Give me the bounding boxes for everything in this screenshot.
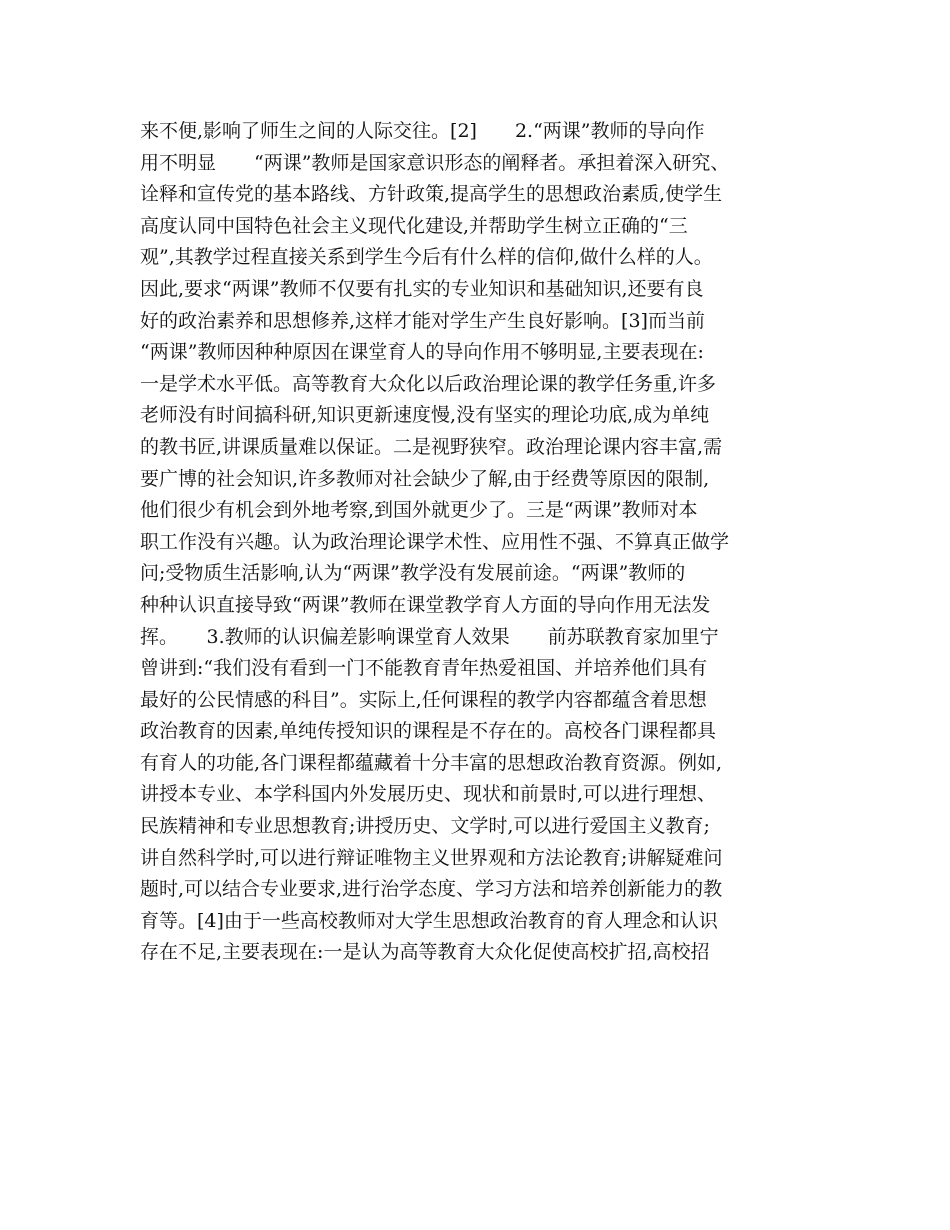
text-line: 诠释和宣传党的基本路线、方针政策,提高学生的思想政治素质,使学生 xyxy=(140,183,723,206)
text-line: 民族精神和专业思想教育;讲授历史、文学时,可以进行爱国主义教育; xyxy=(140,815,710,838)
text-line: 存在不足,主要表现在:一是认为高等教育大众化促使高校扩招,高校招 xyxy=(140,941,710,964)
text-line: 讲授本专业、本学科国内外发展历史、现状和前景时,可以进行理想、 xyxy=(140,783,717,806)
text-line: 他们很少有机会到外地考察,到国外就更少了。三是“两课”教师对本 xyxy=(140,499,698,522)
text-line: 种种认识直接导致“两课”教师在课堂教学育人方面的导向作用无法发 xyxy=(140,593,711,616)
text-line: 曾讲到:“我们没有看到一门不能教育青年热爱祖国、并培养他们具有 xyxy=(140,657,708,680)
text-line: 题时,可以结合专业要求,进行治学态度、学习方法和培养创新能力的教 xyxy=(140,878,723,901)
text-line: 高度认同中国特色社会主义现代化建设,并帮助学生树立正确的“三 xyxy=(140,214,688,237)
text-line: 老师没有时间搞科研,知识更新速度慢,没有坚实的理论功底,成为单纯 xyxy=(140,404,710,427)
text-line: 来不便,影响了师生之间的人际交往。[2] 2.“两课”教师的导向作 xyxy=(140,120,705,142)
text-line: 因此,要求“两课”教师不仅要有扎实的专业知识和基础知识,还要有良 xyxy=(140,277,704,300)
text-line: 的教书匠,讲课质量难以保证。二是视野狭窄。政治理论课内容丰富,需 xyxy=(140,435,723,458)
text-line: 好的政治素养和思想修养,这样才能对学生产生良好影响。[3]而当前 xyxy=(140,309,705,332)
text-line: 问;受物质生活影响,认为“两课”教学没有发展前途。“两课”教师的 xyxy=(140,562,686,585)
text-line: 最好的公民情感的科目”。实际上,任何课程的教学内容都蕴含着思想 xyxy=(140,688,707,711)
text-line: 职工作没有兴趣。认为政治理论课学术性、应用性不强、不算真正做学 xyxy=(140,530,730,553)
text-line: 要广博的社会知识,许多教师对社会缺少了解,由于经费等原因的限制, xyxy=(140,467,710,490)
text-line: 用不明显 “两课”教师是国家意识形态的阐释者。承担着深入研究、 xyxy=(140,151,730,174)
text-line: 挥。 3.教师的认识偏差影响课堂育人效果 前苏联教育家加里宁 xyxy=(140,625,719,648)
text-line: “两课”教师因种种原因在课堂育人的导向作用不够明显,主要表现在: xyxy=(140,341,704,364)
text-line: 有育人的功能,各门课程都蕴藏着十分丰富的思想政治教育资源。例如, xyxy=(140,751,723,774)
text-line: 一是学术水平低。高等教育大众化以后政治理论课的教学任务重,许多 xyxy=(140,372,717,395)
text-line: 政治教育的因素,单纯传授知识的课程是不存在的。高校各门课程都具 xyxy=(140,720,717,743)
text-line: 讲自然科学时,可以进行辩证唯物主义世界观和方法论教育;讲解疑难问 xyxy=(140,846,723,869)
text-line: 观”,其教学过程直接关系到学生今后有什么样的信仰,做什么样的人。 xyxy=(140,246,713,269)
text-line: 育等。[4]由于一些高校教师对大学生思想政治教育的育人理念和认识 xyxy=(140,909,718,932)
body-text xyxy=(140,116,830,969)
